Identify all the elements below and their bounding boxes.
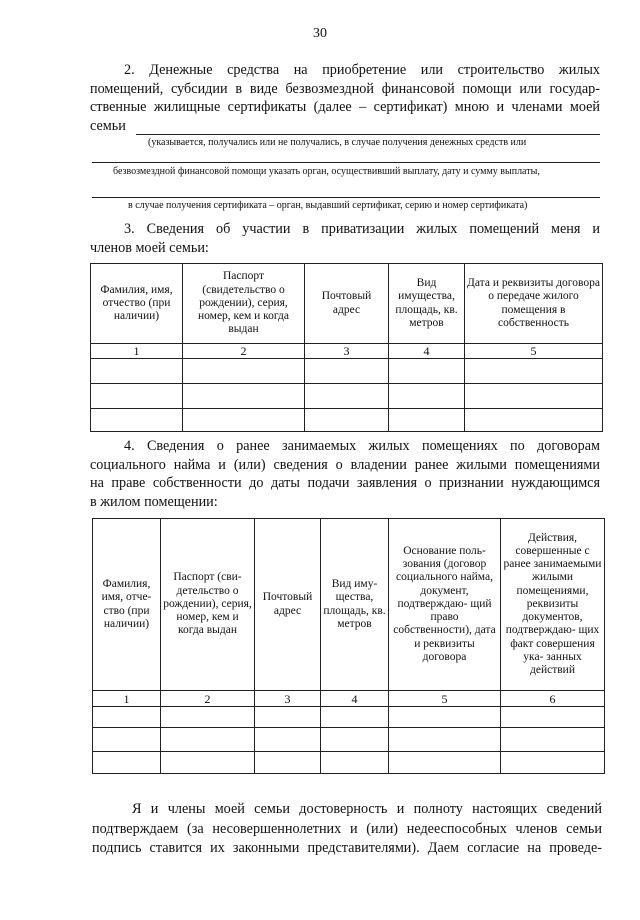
- page-number: 30: [313, 26, 327, 41]
- table-row: [91, 384, 603, 409]
- table-cell[interactable]: [255, 707, 321, 728]
- section-4-line: 4. Сведения о ранее занимаемых жилых помещениях по договорам: [124, 438, 600, 454]
- table-cell[interactable]: [305, 384, 389, 409]
- section-4-text: [90, 437, 600, 511]
- table-cell[interactable]: [161, 707, 255, 728]
- header-cell: Паспорт (свидетельство о рождении), серия, номер, кем и когда выдан: [183, 264, 305, 344]
- header-cell: Фамилия, имя, отчество (при наличии): [91, 264, 183, 344]
- section-4-line: социального найма и (или) сведения о владении ранее жилыми помещениями: [90, 456, 600, 473]
- note-2: безвозмездной финансовой помощи указать орган, осуществивший выплату, дату и сумму выплаты,: [113, 166, 540, 177]
- table-cell[interactable]: [161, 728, 255, 752]
- table-row: [93, 728, 605, 752]
- table-row: [91, 359, 603, 384]
- section-2-text: [90, 61, 600, 135]
- section-2-line: 2. Денежные средства на приобретение или строительство жилых: [124, 62, 600, 78]
- fill-line: [92, 162, 600, 163]
- header-cell: Вид имущества, площадь, кв. метров: [389, 264, 465, 344]
- header-cell: Основание поль- зования (договор социального найма, документ, подтверждаю- щий право собственности), дата и реквизиты договора: [389, 519, 501, 691]
- closing-line: подтверждаем (за несовершеннолетних и (или) недееспособных членов семьи: [92, 820, 602, 837]
- closing-line: подпись ставится их законными представителями). Даем согласие на проведе-: [92, 840, 602, 856]
- privatization-table: [90, 263, 603, 432]
- table-cell[interactable]: [183, 384, 305, 409]
- table-cell[interactable]: [91, 409, 183, 432]
- section-2-line: ственные жилищные сертификаты (далее – сертификат) мною и членами моей: [90, 99, 600, 116]
- header-cell: Действия, совершенные с ранее занимаемыми жилыми помещениями, реквизиты документов, подтверждаю- щих факт совершения ука- занных действий: [501, 519, 605, 691]
- table-cell[interactable]: [183, 409, 305, 432]
- table-cell[interactable]: [91, 384, 183, 409]
- column-number: 3: [305, 344, 389, 359]
- table-cell[interactable]: [321, 728, 389, 752]
- header-cell: Почтовый адрес: [305, 264, 389, 344]
- table-cell[interactable]: [501, 728, 605, 752]
- column-number: 1: [91, 344, 183, 359]
- fill-line: [136, 134, 600, 135]
- table-cell[interactable]: [389, 409, 465, 432]
- column-number: 4: [321, 691, 389, 707]
- column-number: 2: [183, 344, 305, 359]
- note-3: в случае получения сертификата – орган, выдавший сертификат, серию и номер сертификата): [128, 200, 528, 211]
- table-cell[interactable]: [389, 384, 465, 409]
- table-cell[interactable]: [183, 359, 305, 384]
- table-row: [93, 752, 605, 774]
- section-3-line: 3. Сведения об участии в приватизации жилых помещений меня и: [124, 221, 600, 237]
- closing-line: Я и члены моей семьи достоверность и полноту настоящих сведений: [132, 801, 602, 817]
- table-cell[interactable]: [321, 752, 389, 774]
- table-cell[interactable]: [305, 409, 389, 432]
- section-2-line: помещений, субсидии в виде безвозмездной финансовой помощи или государ-: [90, 80, 600, 97]
- table-row: [93, 707, 605, 728]
- table-cell[interactable]: [465, 409, 603, 432]
- table-cell[interactable]: [501, 752, 605, 774]
- table-row: [91, 409, 603, 432]
- table-cell[interactable]: [91, 359, 183, 384]
- column-number: 4: [389, 344, 465, 359]
- header-cell: Дата и реквизиты договора о передаче жилого помещения в собственность: [465, 264, 603, 344]
- column-number: 1: [93, 691, 161, 707]
- fill-line: [92, 197, 600, 198]
- table-cell[interactable]: [93, 707, 161, 728]
- note-1: (указывается, получались или не получались, в случае получения денежных средств или: [148, 137, 527, 148]
- table-cell[interactable]: [321, 707, 389, 728]
- table-cell[interactable]: [255, 752, 321, 774]
- table-cell[interactable]: [501, 707, 605, 728]
- column-number: 6: [501, 691, 605, 707]
- header-cell: Фамилия, имя, отче- ство (при наличии): [93, 519, 161, 691]
- table-cell[interactable]: [389, 359, 465, 384]
- table-cell[interactable]: [389, 752, 501, 774]
- table-cell[interactable]: [389, 707, 501, 728]
- section-4-line: в жилом помещении:: [90, 493, 218, 510]
- table-cell[interactable]: [465, 384, 603, 409]
- section-2-line: семьи: [90, 117, 126, 134]
- column-number: 3: [255, 691, 321, 707]
- section-3-line: членов моей семьи:: [90, 239, 209, 256]
- header-cell: Почтовый адрес: [255, 519, 321, 691]
- table-cell[interactable]: [465, 359, 603, 384]
- table-cell[interactable]: [93, 752, 161, 774]
- table-cell[interactable]: [389, 728, 501, 752]
- table-cell[interactable]: [305, 359, 389, 384]
- closing-text: [92, 800, 602, 859]
- previous-housing-table: [92, 518, 605, 774]
- section-3-text: [90, 220, 600, 257]
- table-cell[interactable]: [255, 728, 321, 752]
- table-cell[interactable]: [93, 728, 161, 752]
- table-cell[interactable]: [161, 752, 255, 774]
- column-number: 2: [161, 691, 255, 707]
- section-4-line: на праве собственности до даты подачи заявления о признании нуждающимся: [90, 475, 600, 492]
- header-cell: Вид иму- щества, площадь, кв. метров: [321, 519, 389, 691]
- column-number: 5: [389, 691, 501, 707]
- header-cell: Паспорт (сви- детельство о рождении), серия, номер, кем и когда выдан: [161, 519, 255, 691]
- column-number: 5: [465, 344, 603, 359]
